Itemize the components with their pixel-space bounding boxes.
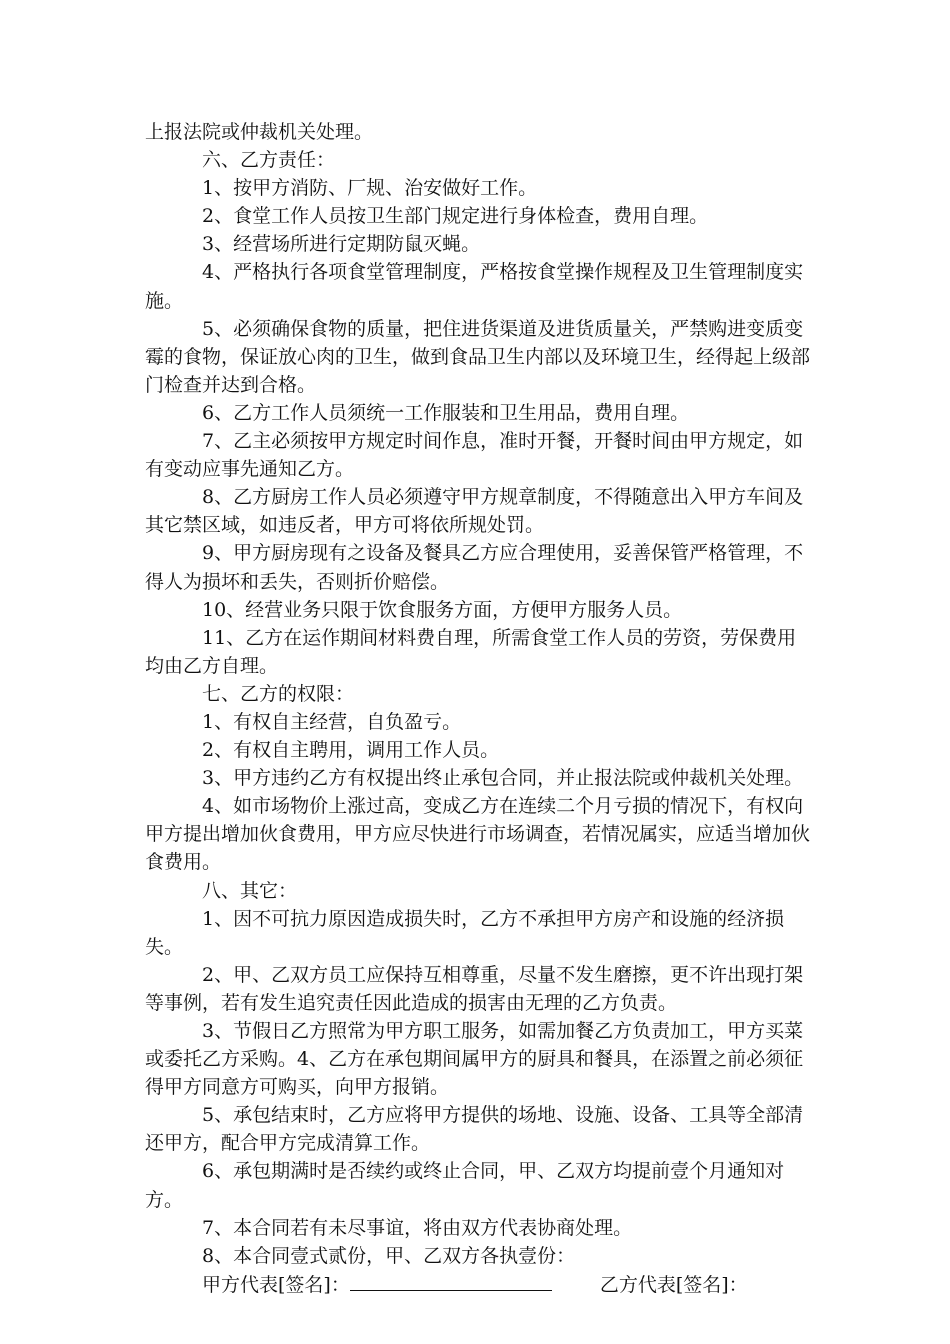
paragraph: 10、经营业务只限于饮食服务方面，方便甲方服务人员。 [202,598,683,621]
paragraph: 4、严格执行各项食堂管理制度，严格按食堂操作规程及卫生管理制度实施。 [145,261,804,312]
paragraph: 6、承包期满时是否续约或终止合同，甲、乙双方均提前壹个月通知对方。 [145,1160,785,1211]
paragraph: 3、甲方违约乙方有权提出终止承包合同，并止报法院或仲裁机关处理。 [202,767,804,790]
paragraph: 1、因不可抗力原因造成损失时，乙方不承担甲方房产和设施的经济损失。 [145,907,785,958]
party-a-signature-line[interactable] [350,1270,552,1291]
paragraph: 8、乙方厨房工作人员必须遵守甲方规章制度，不得随意出入甲方车间及其它禁区域，如违反者，甲方可将依所规处罚。 [145,486,804,537]
paragraph: 1、按甲方消防、厂规、治安做好工作。 [202,177,538,200]
paragraph: 5、必须确保食物的质量，把住进货渠道及进货质量关，严禁购进变质变霉的食物，保证放心肉的卫生，做到食品卫生内部以及环境卫生，经得起上级部门检查并达到合格。 [145,317,811,396]
section-heading-6: 六、乙方责任： [202,149,336,172]
paragraph: 上报法院或仲裁机关处理。 [145,121,374,143]
paragraph: 1、有权自主经营，自负盈亏。 [202,710,462,733]
paragraph: 2、甲、乙双方员工应保持互相尊重，尽量不发生磨擦，更不许出现打架等事例，若有发生追究责任因此造成的损害由无理的乙方负责。 [145,963,804,1014]
party-b-signature-label: 乙方代表[签名]： [599,1273,748,1296]
paragraph: 5、承包结束时，乙方应将甲方提供的场地、设施、设备、工具等全部清还甲方，配合甲方完成清算工作。 [145,1104,804,1155]
paragraph: 2、有权自主聘用，调用工作人员。 [202,739,500,762]
paragraph: 3、经营场所进行定期防鼠灭蝇。 [202,233,481,256]
paragraph: 7、本合同若有未尽事谊，将由双方代表协商处理。 [202,1216,633,1239]
paragraph: 8、本合同壹式贰份，甲、乙双方各执壹份： [202,1244,576,1267]
signature-row [145,1270,810,1299]
section-heading-7: 七、乙方的权限： [202,682,355,705]
paragraph: 4、如市场物价上涨过高，变成乙方在连续二个月亏损的情况下，有权向甲方提出增加伙食费用，甲方应尽快进行市场调查，若情况属实，应适当增加伙食费用。 [145,795,811,874]
paragraph: 7、乙主必须按甲方规定时间作息，准时开餐，开餐时间由甲方规定，如有变动应事先通知乙方。 [145,430,804,481]
paragraph: 3、节假日乙方照常为甲方职工服务，如需加餐乙方负责加工，甲方买菜或委托乙方采购。4、乙方在承包期间属甲方的厨具和餐具，在添置之前必须征得甲方同意方可购买，向甲方报销。 [145,1020,804,1099]
paragraph: 9、甲方厨房现有之设备及餐具乙方应合理使用，妥善保管严格管理，不得人为损坏和丢失，否则折价赔偿。 [145,542,804,593]
paragraph: 6、乙方工作人员须统一工作服装和卫生用品，费用自理。 [202,401,690,424]
document-body [145,118,810,1299]
section-heading-8: 八、其它： [202,879,298,902]
paragraph: 2、食堂工作人员按卫生部门规定进行身体检查，费用自理。 [202,205,709,228]
paragraph: 11、乙方在运作期间材料费自理，所需食堂工作人员的劳资，劳保费用均由乙方自理。 [145,626,797,677]
party-a-signature-label: 甲方代表[签名]： [202,1273,350,1296]
